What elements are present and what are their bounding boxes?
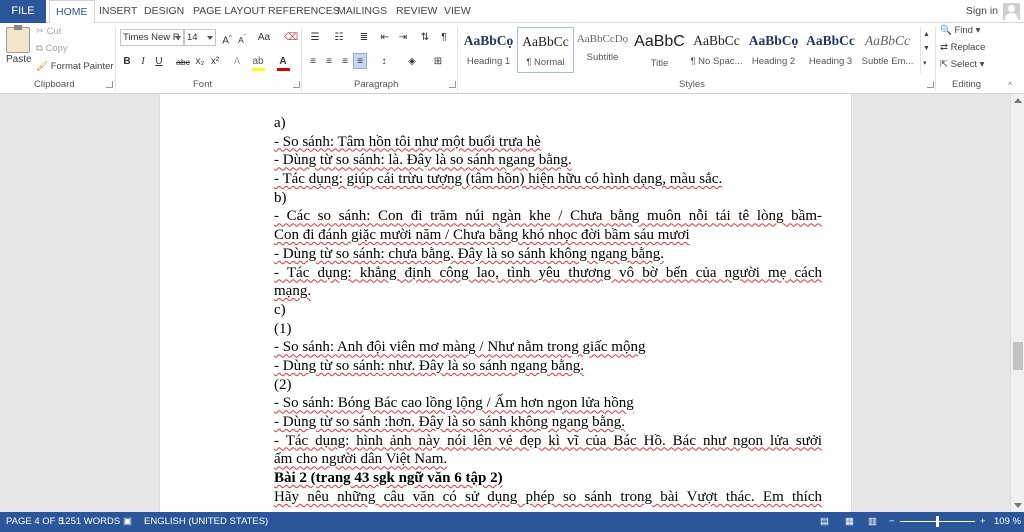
doc-line: a)	[274, 115, 286, 131]
doc-line: - So sánh: Anh đội viên mơ màng / Như nằm trong giấc mộng	[274, 339, 646, 356]
copy-icon: ⧉	[36, 43, 43, 54]
group-divider	[301, 27, 302, 91]
chevron-down-icon[interactable]: ▼	[923, 45, 930, 52]
bullets-icon[interactable]: ☰	[310, 32, 320, 43]
read-mode-icon[interactable]: ▤	[820, 516, 829, 527]
font-name-input[interactable]	[120, 29, 184, 46]
search-icon: 🔍	[940, 25, 952, 36]
select-button[interactable]: ⇱ Select ▾	[940, 59, 985, 70]
style-name: Heading 1	[466, 56, 511, 67]
word-count[interactable]: 1251 WORDS	[60, 516, 121, 527]
zoom-out-button[interactable]: −	[889, 516, 895, 527]
web-layout-icon[interactable]: ▥	[868, 516, 877, 527]
collapse-ribbon-icon[interactable]: ^	[1008, 81, 1012, 90]
doc-line: (1)	[274, 320, 292, 337]
ribbon-tab-bar	[0, 0, 1024, 23]
paragraph-group-label: Paragraph	[354, 79, 399, 90]
style-name: Title	[650, 58, 669, 69]
style-preview: AaBbCọ	[463, 33, 514, 48]
justify-icon[interactable]: ≡	[353, 53, 367, 69]
style-name: Subtitle	[586, 52, 619, 63]
chevron-up-icon[interactable]: ▲	[923, 31, 930, 38]
scissors-icon: ✂	[36, 26, 44, 37]
user-avatar-icon[interactable]	[1003, 3, 1020, 20]
style-name: Heading 2	[751, 56, 796, 67]
tab-design[interactable]: DESIGN	[144, 5, 185, 17]
doc-line: - So sánh: Bóng Bác cao lồng lộng / Ấm hơn ngon lửa hồng	[274, 395, 634, 412]
style-normal[interactable]	[517, 27, 574, 73]
clear-formatting-icon[interactable]: ⌫	[284, 32, 299, 43]
style-heading-1[interactable]	[460, 27, 517, 73]
proofing-icon[interactable]: ▣	[123, 516, 132, 527]
increase-indent-icon[interactable]: ⇥	[398, 32, 408, 43]
borders-icon[interactable]: ⊞	[433, 56, 443, 67]
group-divider	[115, 27, 116, 91]
editing-group-label: Editing	[952, 79, 982, 90]
tab-file[interactable]: FILE	[0, 0, 46, 23]
font-color-icon: A	[279, 56, 287, 67]
tab-mailings[interactable]: MAILINGS	[337, 5, 388, 17]
scroll-down-icon[interactable]	[1014, 503, 1022, 508]
style-heading-3[interactable]	[802, 27, 859, 73]
numbering-icon[interactable]: ☷	[334, 32, 344, 43]
more-styles-icon[interactable]: ▾	[923, 60, 927, 67]
group-divider	[935, 27, 936, 91]
zoom-slider-thumb[interactable]	[936, 516, 939, 527]
font-name-value: Times New R	[123, 32, 180, 43]
style-heading-2[interactable]	[745, 27, 802, 73]
doc-line: Hãy nêu những câu văn có sử dụng phép so sánh trong bài Vượt thác. Em thích	[274, 488, 822, 505]
group-divider	[457, 27, 458, 91]
style-name: Subtle Em...	[861, 56, 914, 67]
chevron-down-icon[interactable]	[175, 36, 181, 40]
zoom-in-button[interactable]: +	[980, 516, 986, 527]
text-effects-icon[interactable]: A	[233, 56, 241, 67]
font-group-label: Font	[193, 79, 213, 90]
italic-button[interactable]: I	[141, 56, 145, 67]
style-no-spacing[interactable]	[688, 27, 745, 73]
clipboard-dialog-launcher-icon[interactable]	[106, 81, 113, 88]
format-painter-button[interactable]: 🖌 Format Painter	[36, 61, 114, 72]
subscript-button[interactable]: x₂	[195, 56, 205, 67]
shading-icon[interactable]: ◈	[408, 56, 416, 67]
doc-line: Con đi đánh giặc mười năm / Chưa bằng khó nhọc đời bầm sáu mươi	[274, 227, 690, 244]
ribbon-home	[0, 23, 1024, 94]
bold-button[interactable]: B	[123, 56, 131, 67]
replace-icon: ⇄	[940, 42, 948, 53]
highlight-color-button[interactable]	[251, 54, 265, 70]
language-indicator[interactable]: ENGLISH (UNITED STATES)	[144, 516, 269, 527]
doc-line: mạng.	[274, 283, 312, 300]
paragraph-dialog-launcher-icon[interactable]	[449, 81, 456, 88]
document-page[interactable]	[160, 94, 851, 512]
tab-page-layout[interactable]: PAGE LAYOUT	[193, 5, 266, 17]
tab-insert[interactable]: INSERT	[99, 5, 138, 17]
cursor-icon: ⇱	[940, 59, 948, 70]
style-name: ¶ Normal	[526, 57, 565, 68]
style-subtitle[interactable]	[574, 27, 631, 73]
document-area	[0, 94, 1010, 512]
doc-line: c)	[274, 301, 286, 318]
style-preview: AaBbCc	[806, 33, 855, 48]
tab-view[interactable]: VIEW	[444, 5, 471, 17]
chevron-down-icon[interactable]	[207, 36, 213, 40]
font-dialog-launcher-icon[interactable]	[293, 81, 300, 88]
status-bar	[0, 512, 1024, 532]
font-color-swatch	[277, 68, 290, 71]
styles-dialog-launcher-icon[interactable]	[927, 81, 934, 88]
line-spacing-icon[interactable]: ↕	[381, 56, 387, 67]
style-preview: AaBbCọ	[748, 33, 799, 48]
zoom-level[interactable]: 109 %	[994, 516, 1021, 527]
doc-line: - Tác dụng: khẳng định công lao, tình yêu thương vô bờ bến của người mẹ cách	[274, 264, 822, 281]
sign-in-link[interactable]: Sign in	[965, 5, 998, 17]
strikethrough-button[interactable]: abc	[176, 57, 190, 67]
print-layout-icon[interactable]: ▦	[845, 516, 854, 527]
doc-line: - Dùng từ so sánh: chưa bằng. Đây là so sánh không ngang bằng.	[274, 245, 664, 262]
doc-line: (2)	[274, 376, 292, 393]
page-count[interactable]: PAGE 4 OF 5	[6, 516, 64, 527]
style-preview: AaBbCc	[693, 33, 740, 48]
decrease-indent-icon[interactable]: ⇤	[380, 32, 390, 43]
doc-line: - Dùng từ so sánh: như. Đây là so sánh ngang bằng.	[274, 357, 584, 374]
doc-line: b)	[274, 189, 287, 206]
style-preview: AaBbCc	[522, 34, 569, 49]
scrollbar-thumb[interactable]	[1013, 342, 1023, 370]
styles-gallery	[460, 27, 930, 73]
doc-line: - Dùng từ so sánh: là. Đây là so sánh ngang bằng.	[274, 152, 572, 169]
style-name: ¶ No Spac...	[690, 56, 743, 67]
doc-line: - Các so sánh: Con đi trăm núi ngàn khe / Chưa bằng muôn nỗi tái tê lòng bầm-	[274, 208, 822, 225]
scroll-up-icon[interactable]	[1014, 98, 1022, 103]
style-preview: AaBbCc	[865, 33, 910, 48]
style-preview: AaBbC	[634, 33, 685, 50]
cut-button[interactable]: ✂ Cut	[36, 26, 62, 37]
font-size-value: 14	[187, 32, 198, 43]
shrink-font-button[interactable]: $A^ˇ$	[238, 34, 246, 45]
tab-references[interactable]: REFERENCES	[268, 5, 340, 17]
style-preview: AaBbCcDọ	[576, 33, 629, 45]
style-subtle-emphasis[interactable]	[859, 27, 916, 73]
styles-group-label: Styles	[679, 79, 705, 90]
show-formatting-marks-button[interactable]: ¶	[441, 32, 447, 43]
align-right-icon[interactable]: ≡	[342, 56, 348, 67]
grow-font-button[interactable]: A^	[222, 35, 232, 47]
copy-button[interactable]: ⧉ Copy	[36, 43, 68, 54]
align-left-icon[interactable]: ≡	[310, 56, 316, 67]
underline-button[interactable]: U	[155, 56, 163, 67]
align-center-icon[interactable]: ≡	[326, 56, 332, 67]
find-button[interactable]: 🔍 Find ▾	[940, 25, 981, 36]
doc-line: - Tác dụng: hình ảnh này nói lên vẻ đẹp kì vĩ của Bác Hồ. Bác như ngon lửa sưởi	[274, 432, 822, 449]
superscript-button[interactable]: x²	[210, 56, 220, 67]
vertical-scrollbar[interactable]	[1010, 94, 1024, 512]
highlighter-icon: ab	[252, 56, 264, 67]
paste-button[interactable]: Paste	[6, 54, 32, 65]
tab-home[interactable]: HOME	[49, 0, 95, 24]
change-case-button[interactable]: Aa	[257, 32, 271, 43]
clipboard-group-label: Clipboard	[34, 79, 75, 90]
style-name: Heading 3	[808, 56, 853, 67]
document-body[interactable]	[274, 114, 822, 506]
multilevel-list-icon[interactable]: ≣	[359, 32, 369, 43]
highlight-color-swatch	[252, 68, 265, 71]
doc-line: ấm cho người dân Việt Nam.	[274, 451, 448, 468]
paste-icon[interactable]	[6, 27, 30, 53]
doc-heading: Bài 2 (trang 43 sgk ngữ văn 6 tập 2)	[274, 470, 503, 487]
doc-line: - Dùng từ so sánh :hơn. Đây là so sánh không ngang bằng.	[274, 414, 626, 430]
font-color-button[interactable]	[276, 54, 290, 70]
doc-line: - Tác dụng: giúp cái trừu tượng (tâm hồn) hiện hữu có hình dạng, màu sắc.	[274, 171, 723, 188]
tab-review[interactable]: REVIEW	[396, 5, 438, 17]
font-size-input[interactable]	[184, 29, 216, 46]
replace-button[interactable]: ⇄ Replace	[940, 42, 986, 53]
styles-gallery-scroll[interactable]	[920, 27, 930, 73]
paintbrush-icon: 🖌	[36, 61, 49, 72]
style-title[interactable]	[631, 27, 688, 73]
doc-line: - So sánh: Tâm hồn tôi như một buổi trưa hè	[274, 133, 541, 150]
sort-icon[interactable]: ⇅	[420, 32, 430, 43]
